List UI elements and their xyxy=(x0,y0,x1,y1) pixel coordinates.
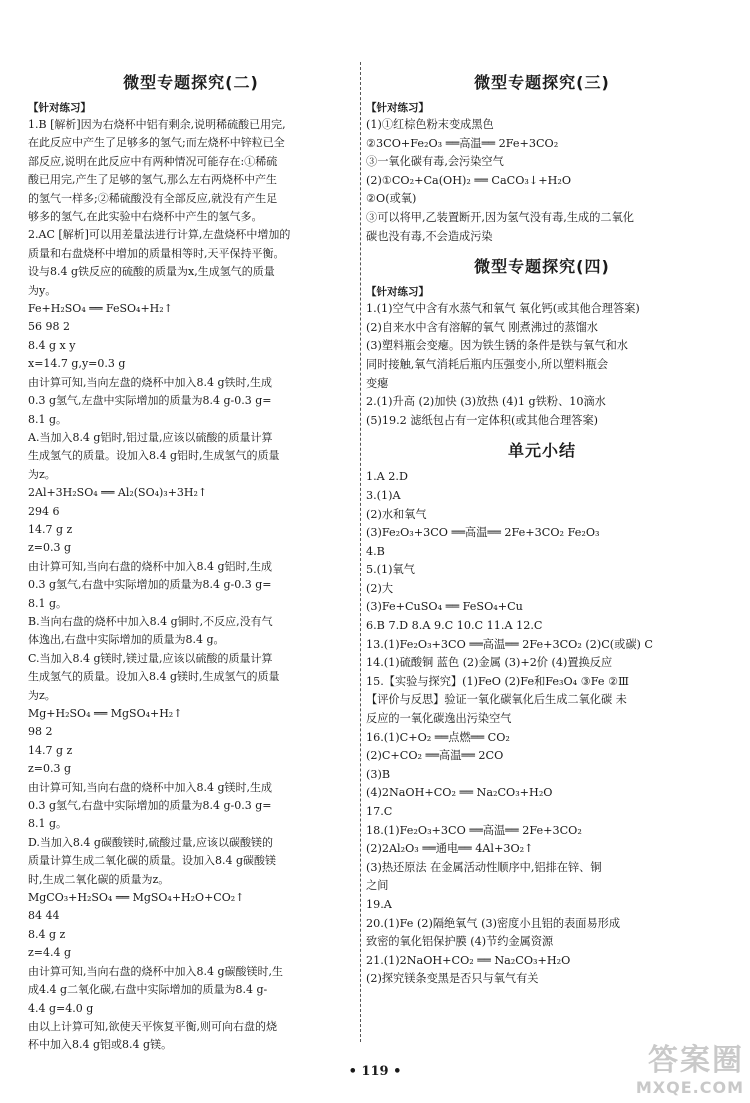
answer-line: 294 6 xyxy=(28,504,60,518)
answer-line: 成4.4 g二氧化碳,右盘中实际增加的质量为8.4 g- xyxy=(28,983,268,997)
answer-line: 15.【实验与探究】(1)FeO (2)Fe和Fe₃O₄ ③Fe ②Ⅲ xyxy=(366,674,629,688)
answer-line: 反应的一氧化碳逸出污染空气 xyxy=(366,712,512,726)
answer-line: 在此反应中产生了足够多的氢气;而左烧杯中锌粒已全 xyxy=(28,136,285,150)
answer-line: 的氢气一样多;②稀硫酸没有全部反应,就没有产生足 xyxy=(28,191,278,205)
answer-line: C.当加入8.4 g镁时,镁过量,应该以硫酸的质量计算 xyxy=(28,651,273,665)
answer-line: (2)水和氧气 xyxy=(366,507,427,521)
answer-line: 由计算可知,当向右盘的烧杯中加入8.4 g铝时,生成 xyxy=(28,559,273,573)
answer-line: (5)19.2 滤纸包占有一定体积(或其他合理答案) xyxy=(366,413,599,427)
s4-answer-lines xyxy=(366,300,718,430)
answer-line: (2)大 xyxy=(366,581,394,595)
unit-summary-title: 单元小结 xyxy=(507,441,576,461)
answer-line: 0.3 g氢气,左盘中实际增加的质量为8.4 g-0.3 g= xyxy=(28,394,272,408)
answer-line: 由以上计算可知,欲使天平恢复平衡,则可向右盘的烧 xyxy=(28,1019,277,1033)
answer-line: 生成氢气的质量。设加入8.4 g镁时,生成氢气的质量 xyxy=(28,670,280,684)
answer-line: z=0.3 g xyxy=(28,541,72,555)
answer-line: 2.AC [解析]可以用差量法进行计算,左盘烧杯中增加的 xyxy=(28,228,291,242)
answer-line: 部反应,说明在此反应中有两种情况可能存在:①稀硫 xyxy=(28,154,278,168)
answer-line: x=14.7 g,y=0.3 g xyxy=(28,357,126,371)
answer-line: A.当加入8.4 g铝时,铝过量,应该以硫酸的质量计算 xyxy=(28,430,273,444)
watermark-url: MXQE.COM xyxy=(635,1078,744,1097)
answer-line: 5.(1)氧气 xyxy=(366,563,415,577)
answer-line: (3)塑料瓶会变瘪。因为铁生锈的条件是铁与氧气和水 xyxy=(366,339,628,353)
answer-line: z=0.3 g xyxy=(28,762,72,776)
answer-line: 酸已用完,产生了足够的氢气,那么左右两烧杯中产生 xyxy=(28,173,277,187)
page-number: • 119 • xyxy=(348,1064,402,1079)
section-title-4: 微型专题探究(四) xyxy=(474,257,610,277)
answer-line: 设与8.4 g铁反应的硫酸的质量为x,生成氢气的质量 xyxy=(28,265,275,279)
answer-line: 体逸出,右盘中实际增加的质量为8.4 g。 xyxy=(28,633,225,647)
answer-line: 14.7 g z xyxy=(28,743,73,757)
answer-line: Fe+H₂SO₄ ══ FeSO₄+H₂↑ xyxy=(28,302,173,316)
watermark-logo xyxy=(636,1044,744,1097)
answer-line: (4)2NaOH+CO₂ ══ Na₂CO₃+H₂O xyxy=(366,786,553,800)
answer-line: 18.(1)Fe₂O₃+3CO ══高温══ 2Fe+3CO₂ xyxy=(366,823,582,837)
answer-line: 同时接触,氧气消耗后瓶内压强变小,所以塑料瓶会 xyxy=(366,357,609,371)
answer-line: 4.4 g=4.0 g xyxy=(28,1001,94,1015)
answer-line: 14.7 g z xyxy=(28,522,73,536)
section-title-2: 微型专题探究(二) xyxy=(123,73,259,92)
answer-line: B.当向右盘的烧杯中加入8.4 g铜时,不反应,没有气 xyxy=(28,614,273,628)
answer-line: 8.1 g。 xyxy=(28,412,68,426)
answer-line: ②3CO+Fe₂O₃ ══高温══ 2Fe+3CO₂ xyxy=(366,136,559,150)
left-answer-lines xyxy=(28,116,354,1055)
answer-line: 为z。 xyxy=(28,688,56,702)
answer-line: 17.C xyxy=(366,805,393,818)
answer-line: (2)C+CO₂ ══高温══ 2CO xyxy=(366,749,504,763)
answer-line: (3)Fe₂O₃+3CO ══高温══ 2Fe+3CO₂ Fe₂O₃ xyxy=(366,526,600,540)
answer-line: (2)2Al₂O₃ ══通电══ 4Al+3O₂↑ xyxy=(366,842,534,856)
left-column xyxy=(28,62,354,1055)
answer-line: 变瘪 xyxy=(366,376,389,390)
right-column xyxy=(366,62,718,989)
answer-line: z=4.4 g xyxy=(28,946,72,960)
answer-line: (3)B xyxy=(366,767,391,781)
answer-line: 1.B [解析]因为右烧杯中铝有剩余,说明稀硫酸已用完, xyxy=(28,118,286,131)
practice-badge: 【针对练习】 xyxy=(366,286,429,299)
answer-line: 之间 xyxy=(366,879,389,893)
answer-line: 21.(1)2NaOH+CO₂ ══ Na₂CO₃+H₂O xyxy=(366,953,571,967)
answer-line: ③可以将甲,乙装置断开,因为氢气没有毒,生成的二氧化 xyxy=(366,210,634,224)
answer-line: 杯中加入8.4 g铝或8.4 g镁。 xyxy=(28,1038,173,1052)
answer-line: 98 2 xyxy=(28,725,53,739)
answer-line: (2)自来水中含有溶解的氧气 刚煮沸过的蒸馏水 xyxy=(366,320,598,334)
answer-line: 8.4 g z xyxy=(28,927,66,941)
answer-line: 6.B 7.D 8.A 9.C 10.C 11.A 12.C xyxy=(366,619,543,633)
answer-line: 生成氢气的质量。设加入8.4 g铝时,生成氢气的质量 xyxy=(28,449,280,463)
answer-line: 4.B xyxy=(366,544,385,558)
answer-line: 为z。 xyxy=(28,467,56,481)
answer-line: (2)探究镁条变黑是否只与氧气有关 xyxy=(366,972,539,986)
unit-answer-lines xyxy=(366,468,718,989)
answer-line: 碳也没有毒,不会造成污染 xyxy=(366,229,493,243)
watermark-text: 答案圈 xyxy=(648,1043,744,1078)
answer-line: 19.A xyxy=(366,897,392,911)
answer-line: 由计算可知,当向右盘的烧杯中加入8.4 g碳酸镁时,生 xyxy=(28,964,284,978)
answer-line: 0.3 g氢气,右盘中实际增加的质量为8.4 g-0.3 g= xyxy=(28,799,272,813)
answer-line: 20.(1)Fe (2)隔绝氧气 (3)密度小且铝的表面易形成 xyxy=(366,916,621,930)
answer-line: 2.(1)升高 (2)加快 (3)放热 (4)1 g铁粉、10滴水 xyxy=(366,395,606,409)
practice-badge: 【针对练习】 xyxy=(366,102,429,114)
answer-line: (3)热还原法 在金属活动性顺序中,铝排在锌、铜 xyxy=(366,860,602,874)
answer-line: 致密的氧化铝保护膜 (4)节约金属资源 xyxy=(366,935,554,949)
answer-line: 8.1 g。 xyxy=(28,596,68,610)
answer-line: 8.1 g。 xyxy=(28,817,68,831)
answer-line: (2)①CO₂+Ca(OH)₂ ══ CaCO₃↓+H₂O xyxy=(366,173,572,187)
answer-line: 1.(1)空气中含有水蒸气和氧气 氧化钙(或其他合理答案) xyxy=(366,302,640,316)
answer-line: 14.(1)硫酸铜 蓝色 (2)金属 (3)+2价 (4)置换反应 xyxy=(366,656,613,670)
answer-line: 16.(1)C+O₂ ══点燃══ CO₂ xyxy=(366,730,510,744)
answer-line: (1)①红棕色粉末变成黑色 xyxy=(366,118,494,131)
answer-line: 2Al+3H₂SO₄ ══ Al₂(SO₄)₃+3H₂↑ xyxy=(28,486,208,500)
s3-answer-lines xyxy=(366,116,718,246)
answer-line: 84 44 xyxy=(28,909,60,923)
column-divider xyxy=(360,62,361,1042)
answer-line: 13.(1)Fe₂O₃+3CO ══高温══ 2Fe+3CO₂ (2)C(或碳) C xyxy=(366,637,653,651)
answer-line: D.当加入8.4 g碳酸镁时,硫酸过量,应该以碳酸镁的 xyxy=(28,835,273,849)
answer-line: ②O(或氧) xyxy=(366,192,417,206)
answer-line: (3)Fe+CuSO₄ ══ FeSO₄+Cu xyxy=(366,600,523,614)
answer-line: Mg+H₂SO₄ ══ MgSO₄+H₂↑ xyxy=(28,707,183,720)
answer-line: 3.(1)A xyxy=(366,488,401,502)
answer-line: 由计算可知,当向右盘的烧杯中加入8.4 g镁时,生成 xyxy=(28,780,273,794)
answer-line: 0.3 g氢气,右盘中实际增加的质量为8.4 g-0.3 g= xyxy=(28,578,272,592)
practice-badge: 【针对练习】 xyxy=(28,102,91,114)
answer-line: 1.A 2.D xyxy=(366,470,408,484)
answer-line: 【评价与反思】验证一氧化碳氧化后生成二氧化碳 未 xyxy=(366,693,627,707)
answer-line: 质量计算生成二氧化碳的质量。设加入8.4 g碳酸镁 xyxy=(28,854,277,868)
answer-line: 8.4 g x y xyxy=(28,338,76,352)
answer-line: MgCO₃+H₂SO₄ ══ MgSO₄+H₂O+CO₂↑ xyxy=(28,891,245,905)
answer-line: 为y。 xyxy=(28,283,57,297)
answer-line: 时,生成二氧化碳的质量为z。 xyxy=(28,872,170,886)
answer-line: 质量和右盘烧杯中增加的质量相等时,天平保持平衡。 xyxy=(28,246,285,260)
answer-line: 由计算可知,当向左盘的烧杯中加入8.4 g铁时,生成 xyxy=(28,375,273,389)
answer-line: ③一氧化碳有毒,会污染空气 xyxy=(366,155,504,169)
section-title-3: 微型专题探究(三) xyxy=(474,73,610,92)
answer-line: 够多的氢气,在此实验中右烧杯中产生的氢气多。 xyxy=(28,210,263,224)
answer-line: 56 98 2 xyxy=(28,320,70,334)
